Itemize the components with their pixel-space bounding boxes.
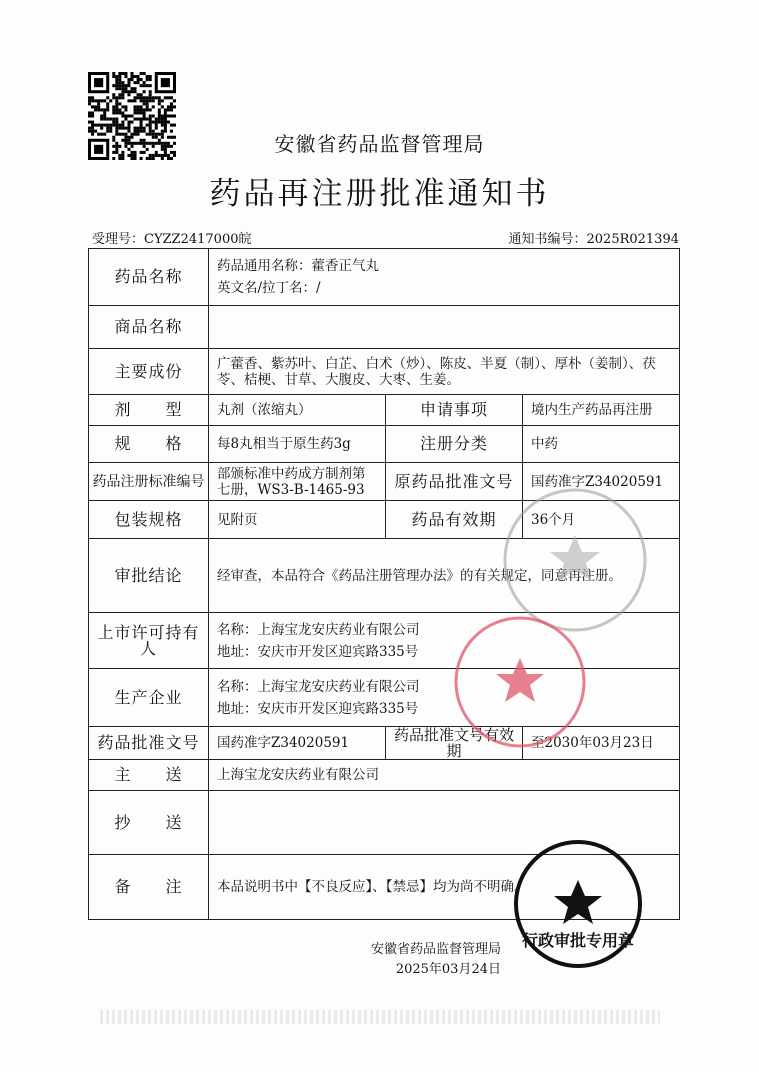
- category-label: 注册分类: [386, 426, 523, 463]
- ingredients-label: 主要成份: [89, 349, 209, 395]
- cc-label: 抄 送: [89, 791, 209, 855]
- spec-label: 规 格: [89, 426, 209, 463]
- manufacturer-name: 名称：上海宝龙安庆药业有限公司: [217, 678, 420, 695]
- english-name: 英文名/拉丁名：/: [217, 280, 321, 296]
- to-label: 主 送: [89, 760, 209, 791]
- orig-approval-label: 原药品批准文号: [386, 463, 523, 501]
- conclusion-label: 审批结论: [89, 539, 209, 613]
- category: 中药: [523, 426, 680, 463]
- package-label: 包装规格: [89, 501, 209, 539]
- official-stamp-text: 行政审批专用章: [521, 931, 635, 950]
- ingredients: 广藿香、紫苏叶、白芷、白术（炒）、陈皮、半夏（制）、厚朴（姜制）、茯苓、桔梗、甘草、大腹皮、大枣、生姜。: [209, 349, 680, 395]
- drug-name-label: 药品名称: [89, 249, 209, 306]
- acceptance-number: 受理号：CYZZ2417000皖: [92, 232, 252, 247]
- trade-name: [209, 306, 680, 349]
- orig-approval: 国药准字Z34020591: [523, 463, 680, 501]
- validity-label: 药品有效期: [386, 501, 523, 539]
- approval-validity-label: 药品批准文号有效期: [386, 727, 523, 760]
- official-stamp: [512, 838, 644, 970]
- validity: 36个月: [523, 501, 680, 539]
- package: 见附页: [209, 501, 386, 539]
- standard: 部颁标准中药成方制剂第七册，WS3-B-1465-93: [209, 463, 386, 501]
- generic-name: 药品通用名称：藿香正气丸: [217, 258, 379, 274]
- to-recipient: 上海宝龙安庆药业有限公司: [209, 760, 680, 791]
- notice-number: 通知书编号：2025R021394: [508, 232, 679, 247]
- application-label: 申请事项: [386, 395, 523, 426]
- conclusion: 经审查，本品符合《药品注册管理办法》的有关规定，同意再注册。: [209, 539, 680, 613]
- dosage-form: 丸剂（浓缩丸）: [209, 395, 386, 426]
- remarks-label: 备 注: [89, 855, 209, 920]
- holder-label: 上市许可持有人: [89, 613, 209, 669]
- spec: 每8丸相当于原生药3g: [209, 426, 386, 463]
- dosage-form-label: 剂 型: [89, 395, 209, 426]
- issuing-authority: 安徽省药品监督管理局: [274, 132, 485, 156]
- approval-validity: 至2030年03月23日: [523, 727, 680, 760]
- document-title: 药品再注册批准通知书: [209, 176, 550, 212]
- issuer-signature: 安徽省药品监督管理局: [370, 942, 501, 957]
- approval-no-label: 药品批准文号: [89, 727, 209, 760]
- application: 境内生产药品再注册: [523, 395, 680, 426]
- holder-address: 地址：安庆市开发区迎宾路335号: [217, 643, 419, 660]
- manufacturer-label: 生产企业: [89, 669, 209, 727]
- footer-watermark: [100, 1010, 660, 1024]
- manufacturer-address: 地址：安庆市开发区迎宾路335号: [217, 700, 419, 717]
- issue-date: 2025年03月24日: [395, 962, 501, 977]
- approval-no: 国药准字Z34020591: [209, 727, 386, 760]
- company-stamp-red: [450, 612, 590, 752]
- remarks: 本品说明书中【不良反应】、【禁忌】均为尚不明确。: [209, 855, 680, 920]
- holder-name: 名称：上海宝龙安庆药业有限公司: [217, 621, 420, 638]
- standard-label: 药品注册标准编号: [89, 463, 209, 501]
- trade-name-label: 商品名称: [89, 306, 209, 349]
